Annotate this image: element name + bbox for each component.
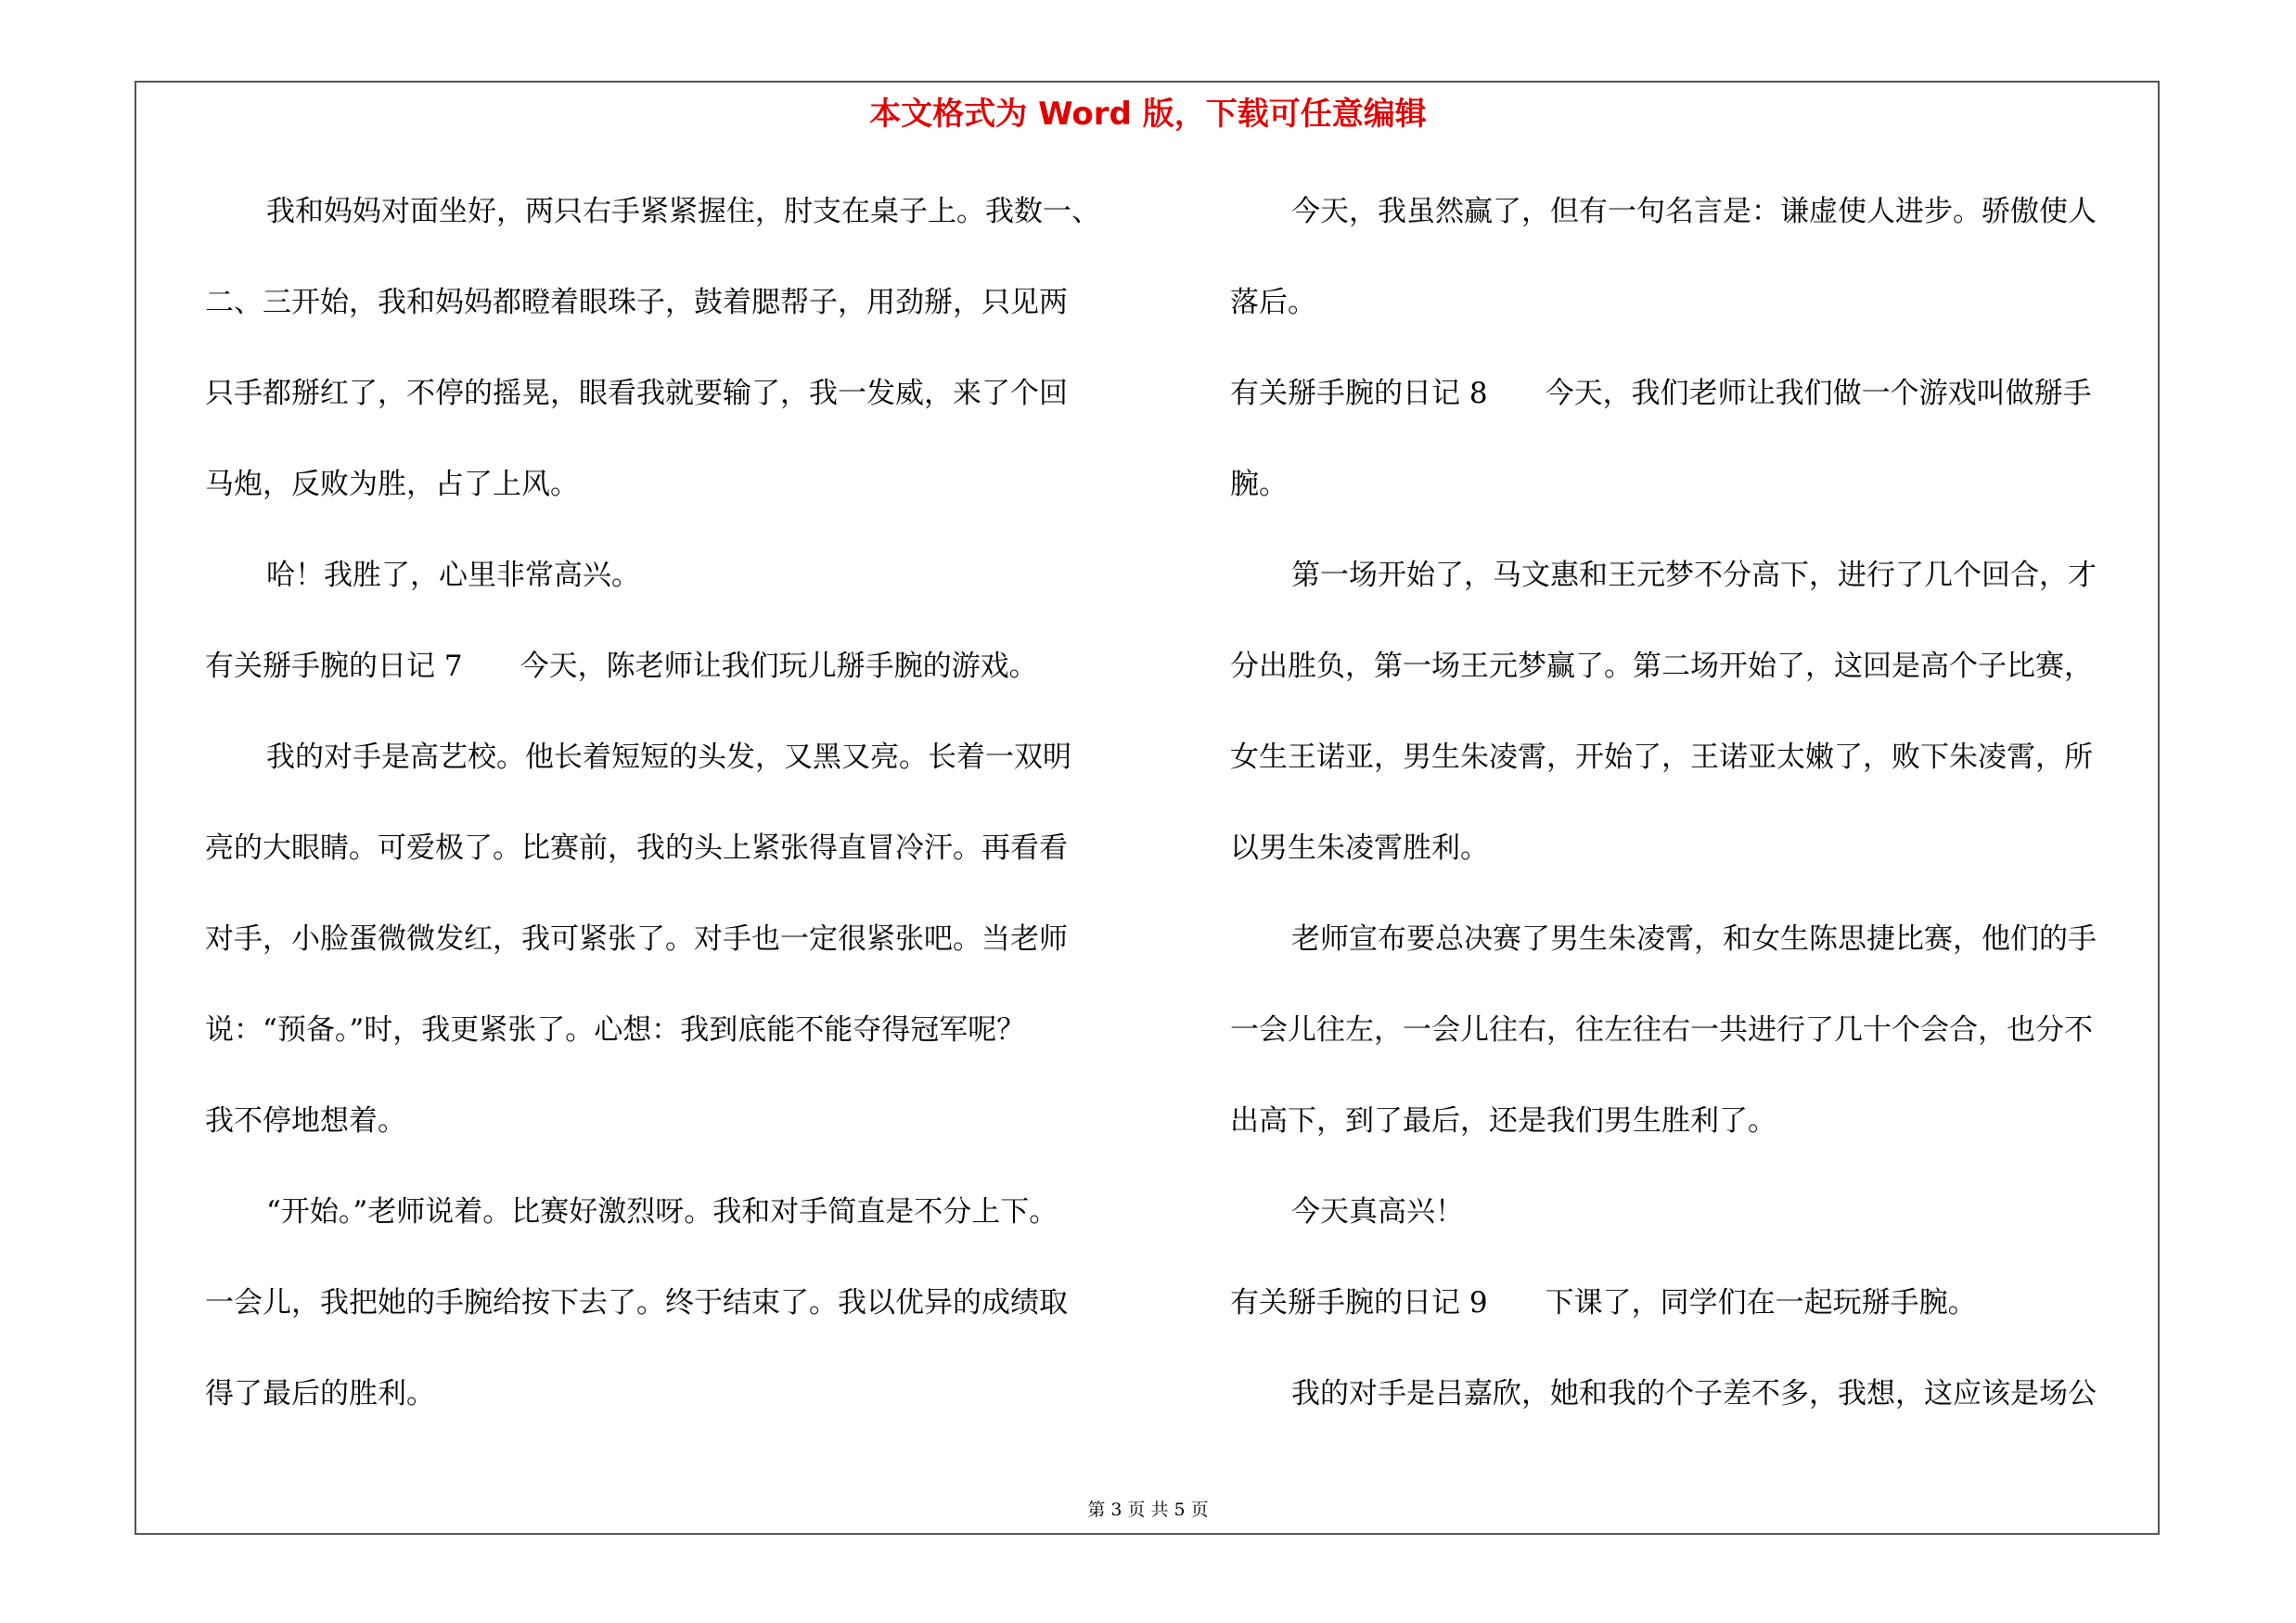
- paragraph-line: [1230, 546, 2160, 637]
- line-text: 我和妈妈对面坐好，两只右手紧紧握住，肘支在桌子上。我数一、: [266, 195, 1100, 228]
- paragraph-line: [1230, 273, 2160, 364]
- paragraph-line: [1230, 1182, 2160, 1273]
- paragraph-line: [1230, 909, 2160, 1000]
- paragraph-line: [205, 455, 1133, 546]
- line-text: 只手都掰红了，不停的摇晃，眼看我就要输了，我一发威，来了个回: [205, 377, 1068, 410]
- paragraph-line: [1230, 455, 2160, 546]
- paragraph-line: [1230, 1364, 2160, 1455]
- paragraph-line: [205, 909, 1133, 1000]
- line-text: 二、三开始，我和妈妈都瞪着眼珠子，鼓着腮帮子，用劲掰，只见两: [205, 286, 1068, 319]
- paragraph-line: [205, 1182, 1133, 1273]
- paragraph-line: [205, 818, 1133, 909]
- line-text: 我不停地想着。: [205, 1104, 406, 1138]
- diary-entry-heading: 有关掰手腕的日记 9: [1230, 1286, 1488, 1320]
- line-text: 今天，我虽然赢了，但有一句名言是：谦虚使人进步。骄傲使人: [1291, 195, 2097, 228]
- line-text: 腕。: [1230, 468, 1288, 501]
- diary-entry-heading: 有关掰手腕的日记 7: [205, 650, 463, 683]
- line-text: 一会儿往左，一会儿往右，往左往右一共进行了几十个会合，也分不: [1230, 1013, 2093, 1047]
- paragraph-line: [205, 546, 1133, 637]
- line-text: 马炮，反败为胜，占了上风。: [205, 468, 579, 501]
- diary-heading-line: [1230, 1273, 2160, 1364]
- diary-heading-line: [205, 637, 1133, 728]
- line-text: 老师宣布要总决赛了男生朱凌霄，和女生陈思捷比赛，他们的手: [1291, 922, 2097, 956]
- line-text: 说：“预备。”时，我更紧张了。心想：我到底能不能夺得冠军呢？: [205, 1013, 1026, 1047]
- paragraph-line: [205, 364, 1133, 455]
- line-text: 对手，小脸蛋微微发红，我可紧张了。对手也一定很紧张吧。当老师: [205, 922, 1068, 956]
- line-text: 女生王诺亚，男生朱凌霄，开始了，王诺亚太嫩了，败下朱凌霄，所: [1230, 741, 2093, 774]
- paragraph-line: [205, 1273, 1133, 1364]
- paragraph-line: [205, 273, 1133, 364]
- diary-entry-heading: 有关掰手腕的日记 8: [1230, 377, 1488, 410]
- line-text: 今天，我们老师让我们做一个游戏叫做掰手: [1545, 377, 2092, 410]
- line-text: “开始。”老师说着。比赛好激烈呀。我和对手简直是不分上下。: [266, 1195, 1058, 1229]
- paragraph-line: [205, 1000, 1133, 1091]
- paragraph-line: [1230, 818, 2160, 909]
- line-text: 落后。: [1230, 286, 1316, 319]
- paragraph-line: [205, 1091, 1133, 1182]
- line-text: 一会儿，我把她的手腕给按下去了。终于结束了。我以优异的成绩取: [205, 1286, 1068, 1320]
- line-text: 亮的大眼睛。可爱极了。比赛前，我的头上紧张得直冒冷汗。再看看: [205, 831, 1068, 865]
- line-text: 今天真高兴！: [1291, 1195, 1464, 1229]
- line-text: 以男生朱凌霄胜利。: [1230, 831, 1489, 865]
- line-text: 出高下，到了最后，还是我们男生胜利了。: [1230, 1104, 1777, 1138]
- page-number-footer: 第 3 页 共 5 页: [1087, 1500, 1209, 1520]
- right-text-column: [1230, 182, 2160, 1455]
- line-text: 分出胜负，第一场王元梦赢了。第二场开始了，这回是高个子比赛，: [1230, 650, 2093, 683]
- line-text: 我的对手是吕嘉欣，她和我的个子差不多，我想，这应该是场公: [1291, 1377, 2097, 1410]
- paragraph-line: [1230, 182, 2160, 273]
- line-text: 哈！我胜了，心里非常高兴。: [266, 559, 640, 592]
- paragraph-line: [205, 182, 1133, 273]
- paragraph-line: [1230, 1000, 2160, 1091]
- paragraph-line: [1230, 1091, 2160, 1182]
- line-text: 得了最后的胜利。: [205, 1377, 435, 1410]
- word-format-banner: 本文格式为 Word 版，下载可任意编辑: [869, 96, 1427, 133]
- line-text: 下课了，同学们在一起玩掰手腕。: [1545, 1286, 1977, 1320]
- paragraph-line: [205, 1364, 1133, 1455]
- line-text: 今天，陈老师让我们玩儿掰手腕的游戏。: [519, 650, 1038, 683]
- paragraph-line: [205, 728, 1133, 818]
- left-text-column: [205, 182, 1133, 1455]
- line-text: 第一场开始了，马文惠和王元梦不分高下，进行了几个回合，才: [1291, 559, 2097, 592]
- diary-heading-line: [1230, 364, 2160, 455]
- line-text: 我的对手是高艺校。他长着短短的头发，又黑又亮。长着一双明: [266, 741, 1071, 774]
- paragraph-line: [1230, 637, 2160, 728]
- paragraph-line: [1230, 728, 2160, 818]
